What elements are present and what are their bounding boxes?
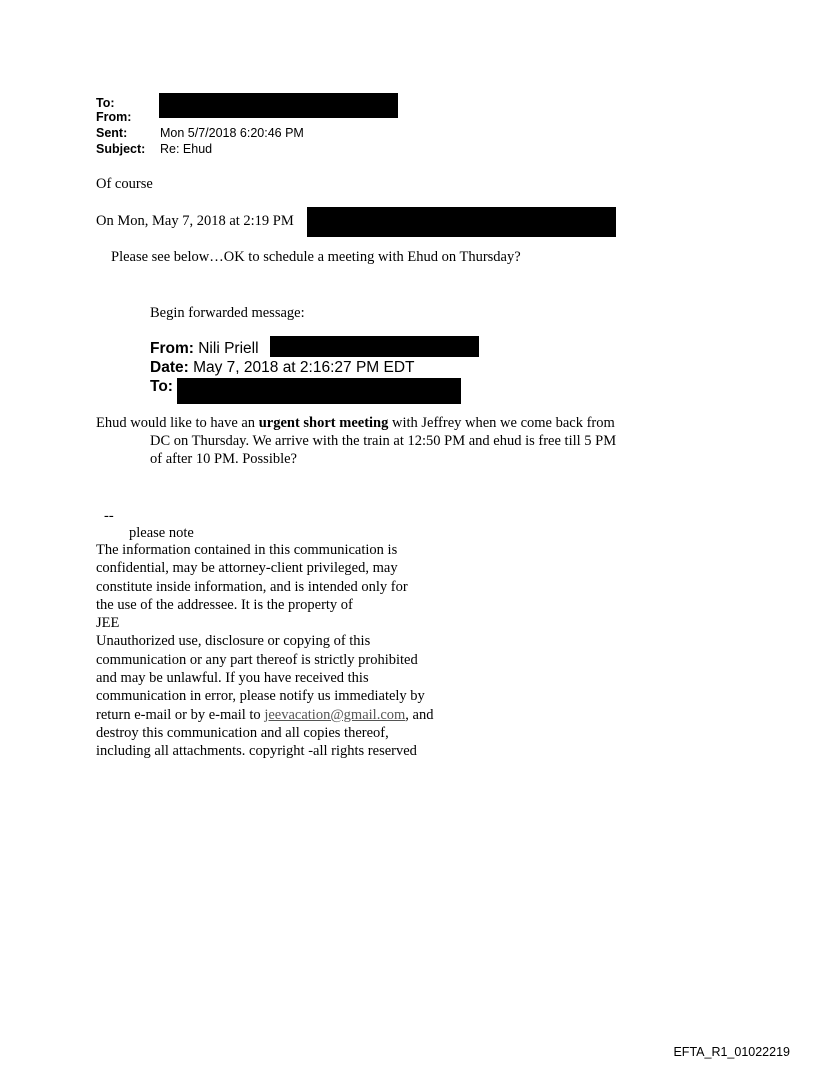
disclaimer-line: JEE [96,615,120,632]
disclaimer [96,541,496,761]
disclaimer-line: including all attachments. copyright -all rights reserved [96,743,417,760]
message-bold: urgent short meeting [258,415,389,431]
signature-dashes: -- [104,508,114,524]
disclaimer-line: and may be unlawful. If you have received this [96,670,369,687]
forward-date-label: Date: [150,359,189,376]
quote-intro: On Mon, May 7, 2018 at 2:19 PM [96,213,294,229]
message-line2: DC on Thursday. We arrive with the train at 12:50 PM and ehud is free till 5 PM [150,433,617,449]
redaction-box-forward-to [177,378,461,404]
disclaimer-line: constitute inside information, and is intended only for [96,578,408,595]
message-line3: of after 10 PM. Possible? [150,451,297,467]
from-label: From: [96,110,132,124]
forward-date-line [150,358,415,377]
message-part2: with Jeffrey when we come back from [388,415,615,431]
reply-text: Of course [96,176,153,192]
redaction-box-to [159,93,398,118]
forward-intro: Begin forwarded message: [150,305,305,321]
message-part1: Ehud would like to have an [96,415,259,431]
email-link[interactable]: jeevacation@gmail.com [264,706,406,723]
to-label: To: [96,96,115,110]
disclaimer-line: Unauthorized use, disclosure or copying of this [96,633,371,650]
disclaimer-line [96,706,496,724]
disclaimer-line: confidential, may be attorney-client privileged, may [96,560,398,577]
disclaimer-line: communication in error, please notify us immediately by [96,688,425,705]
subject-label: Subject: [96,142,146,156]
sent-value: Mon 5/7/2018 6:20:46 PM [160,126,304,140]
disclaimer-text: , and [405,706,434,723]
forward-from-label: From: [150,340,194,357]
disclaimer-line: The information contained in this communication is [96,542,398,558]
disclaimer-text: return e-mail or by e-mail to [96,706,265,723]
document-id: EFTA_R1_01022219 [673,1045,790,1059]
disclaimer-line: communication or any part thereof is strictly prohibited [96,651,418,668]
redaction-box-forward-from [270,336,479,357]
sent-label: Sent: [96,126,128,140]
redaction-box-quote [307,207,616,237]
signature-note: please note [129,525,194,541]
forward-to-label: To: [150,378,173,395]
disclaimer-line: the use of the addressee. It is the property of [96,596,353,613]
quoted-message: Please see below…OK to schedule a meeting with Ehud on Thursday? [111,249,521,265]
subject-value: Re: Ehud [160,142,213,156]
disclaimer-line: destroy this communication and all copies thereof, [96,724,389,741]
message-body [96,414,676,468]
forward-from-value: Nili Priell [198,340,259,357]
forward-date-value: May 7, 2018 at 2:16:27 PM EDT [193,359,415,376]
